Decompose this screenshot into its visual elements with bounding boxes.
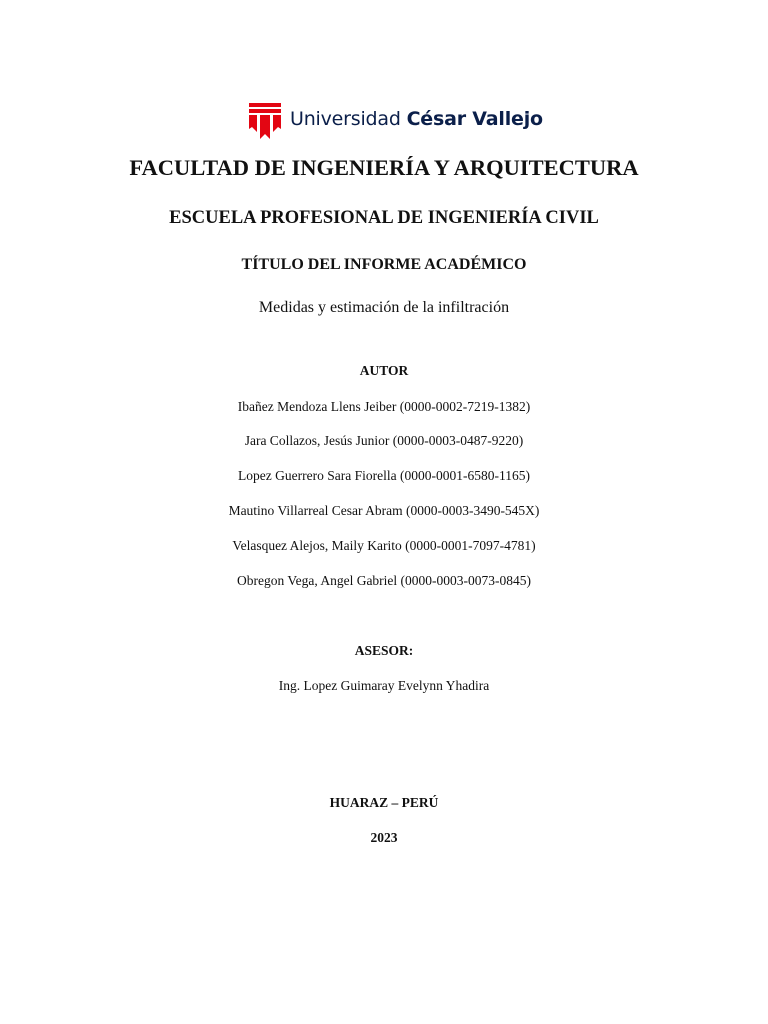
author-item: Jara Collazos, Jesús Junior (0000-0003-0487-9220)	[244, 433, 524, 448]
report-title: Medidas y estimación de la infiltración	[258, 299, 510, 316]
university-name-bold: César Vallejo	[406, 107, 543, 130]
report-heading: TÍTULO DEL INFORME ACADÉMICO	[241, 256, 527, 273]
ucv-shield-icon	[248, 102, 282, 140]
place-label: HUARAZ – PERÚ	[329, 795, 439, 810]
advisor-label: ASESOR:	[354, 643, 414, 658]
university-logo	[248, 100, 543, 142]
faculty-title: FACULTAD DE INGENIERÍA Y ARQUITECTURA	[129, 155, 639, 180]
author-item: Ibañez Mendoza Llens Jeiber (0000-0002-7219-1382)	[237, 399, 531, 414]
advisor-name: Ing. Lopez Guimaray Evelynn Yhadira	[278, 678, 490, 693]
author-item: Mautino Villarreal Cesar Abram (0000-0003-3490-545X)	[228, 503, 540, 518]
author-item: Obregon Vega, Angel Gabriel (0000-0003-0073-0845)	[236, 573, 532, 588]
school-title: ESCUELA PROFESIONAL DE INGENIERÍA CIVIL	[169, 208, 599, 228]
year-label: 2023	[370, 830, 398, 845]
authors-label: AUTOR	[359, 363, 409, 378]
author-item: Velasquez Alejos, Maily Karito (0000-0001-7097-4781)	[232, 538, 536, 553]
university-name	[290, 107, 543, 130]
university-name-light: Universidad	[290, 107, 407, 130]
author-item: Lopez Guerrero Sara Fiorella (0000-0001-6580-1165)	[238, 468, 530, 483]
